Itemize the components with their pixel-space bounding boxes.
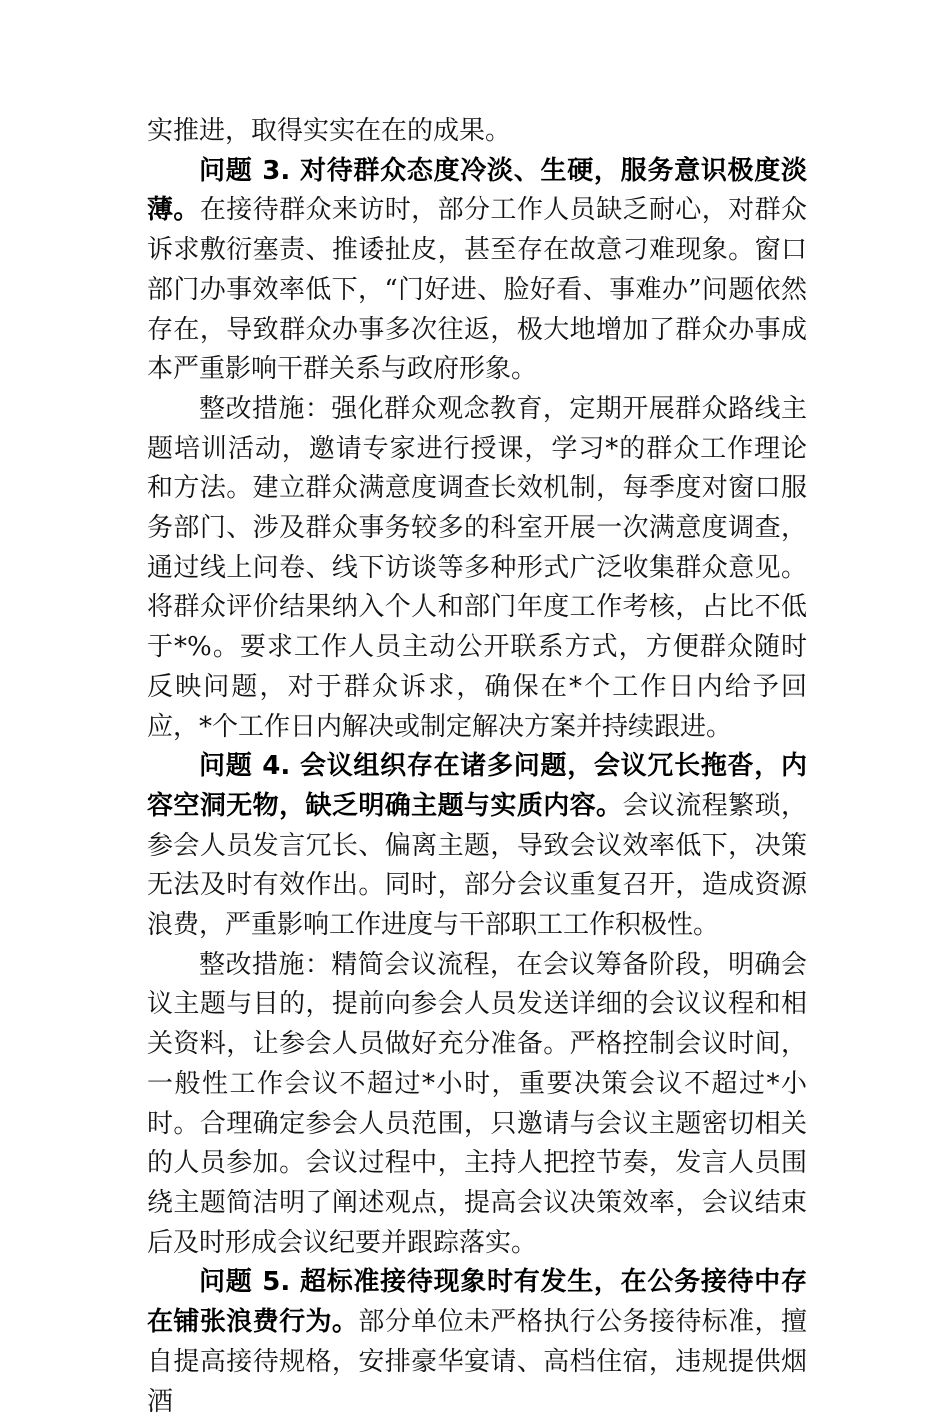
issue-5-body: 部分单位未严格执行公务接待标准，擅自提高接待规格，安排豪华宴请、高档住宿，违规提供烟酒 bbox=[147, 1307, 807, 1417]
paragraph-measures-3 bbox=[147, 390, 807, 747]
paragraph-issue-5 bbox=[147, 1263, 807, 1422]
measures-4-body: 整改措施：精简会议流程，在会议筹备阶段，明确会议主题与目的，提前向参会人员发送详细的会议议程和相关资料，让参会人员做好充分准备。严格控制会议时间，一般性工作会议不超过*小时，重要决策会议不超过*小时。合理确定参会人员范围，只邀请与会议主题密切相关的人员参加。会议过程中，主持人把控节奏，发言人员围绕主题简洁明了阐述观点，提高会议决策效率，会议结束后及时形成会议纪要并跟踪落实。 bbox=[147, 949, 807, 1258]
paragraph-issue-4 bbox=[147, 747, 807, 946]
measures-3-body: 整改措施：强化群众观念教育，定期开展群众路线主题培训活动，邀请专家进行授课，学习*的群众工作理论和方法。建立群众满意度调查长效机制，每季度对窗口服务部门、涉及群众事务较多的科室开展一次满意度调查，通过线上问卷、线下访谈等多种形式广泛收集群众意见。将群众评价结果纳入个人和部门年度工作考核，占比不低于*%。要求工作人员主动公开联系方式，方便群众随时反映问题，对于群众诉求，确保在*个工作日内给予回应，*个工作日内解决或制定解决方案并持续跟进。 bbox=[147, 393, 807, 742]
issue-5-heading: 问题 5. 超标准接待现象时有发生，在公务接待中存在铺张浪费行为。 bbox=[147, 1267, 807, 1338]
paragraph-continuation bbox=[147, 112, 807, 152]
issue-4-heading: 问题 4. 会议组织存在诸多问题，会议冗长拖沓，内容空洞无物，缺乏明确主题与实质内容。 bbox=[147, 751, 807, 821]
paragraph-measures-4 bbox=[147, 946, 807, 1264]
issue-4-body: 会议流程繁琐，参会人员发言冗长、偏离主题，导致会议效率低下，决策无法及时有效作出。同时，部分会议重复召开，造成资源浪费，严重影响工作进度与干部职工工作积极性。 bbox=[147, 790, 807, 941]
paragraph-body: 实推进，取得实实在在的成果。 bbox=[147, 116, 512, 146]
issue-3-heading: 问题 3. 对待群众态度冷淡、生硬，服务意识极度淡薄。 bbox=[147, 155, 807, 226]
document-page bbox=[147, 112, 807, 1422]
paragraph-issue-3 bbox=[147, 152, 807, 390]
issue-3-body: 在接待群众来访时，部分工作人员缺乏耐心，对群众诉求敷衍塞责、推诿扯皮，甚至存在故意刁难现象。窗口部门办事效率低下，“门好进、脸好看、事难办”问题依然存在，导致群众办事多次往返，极大地增加了群众办事成本严重影响干群关系与政府形象。 bbox=[147, 195, 807, 385]
